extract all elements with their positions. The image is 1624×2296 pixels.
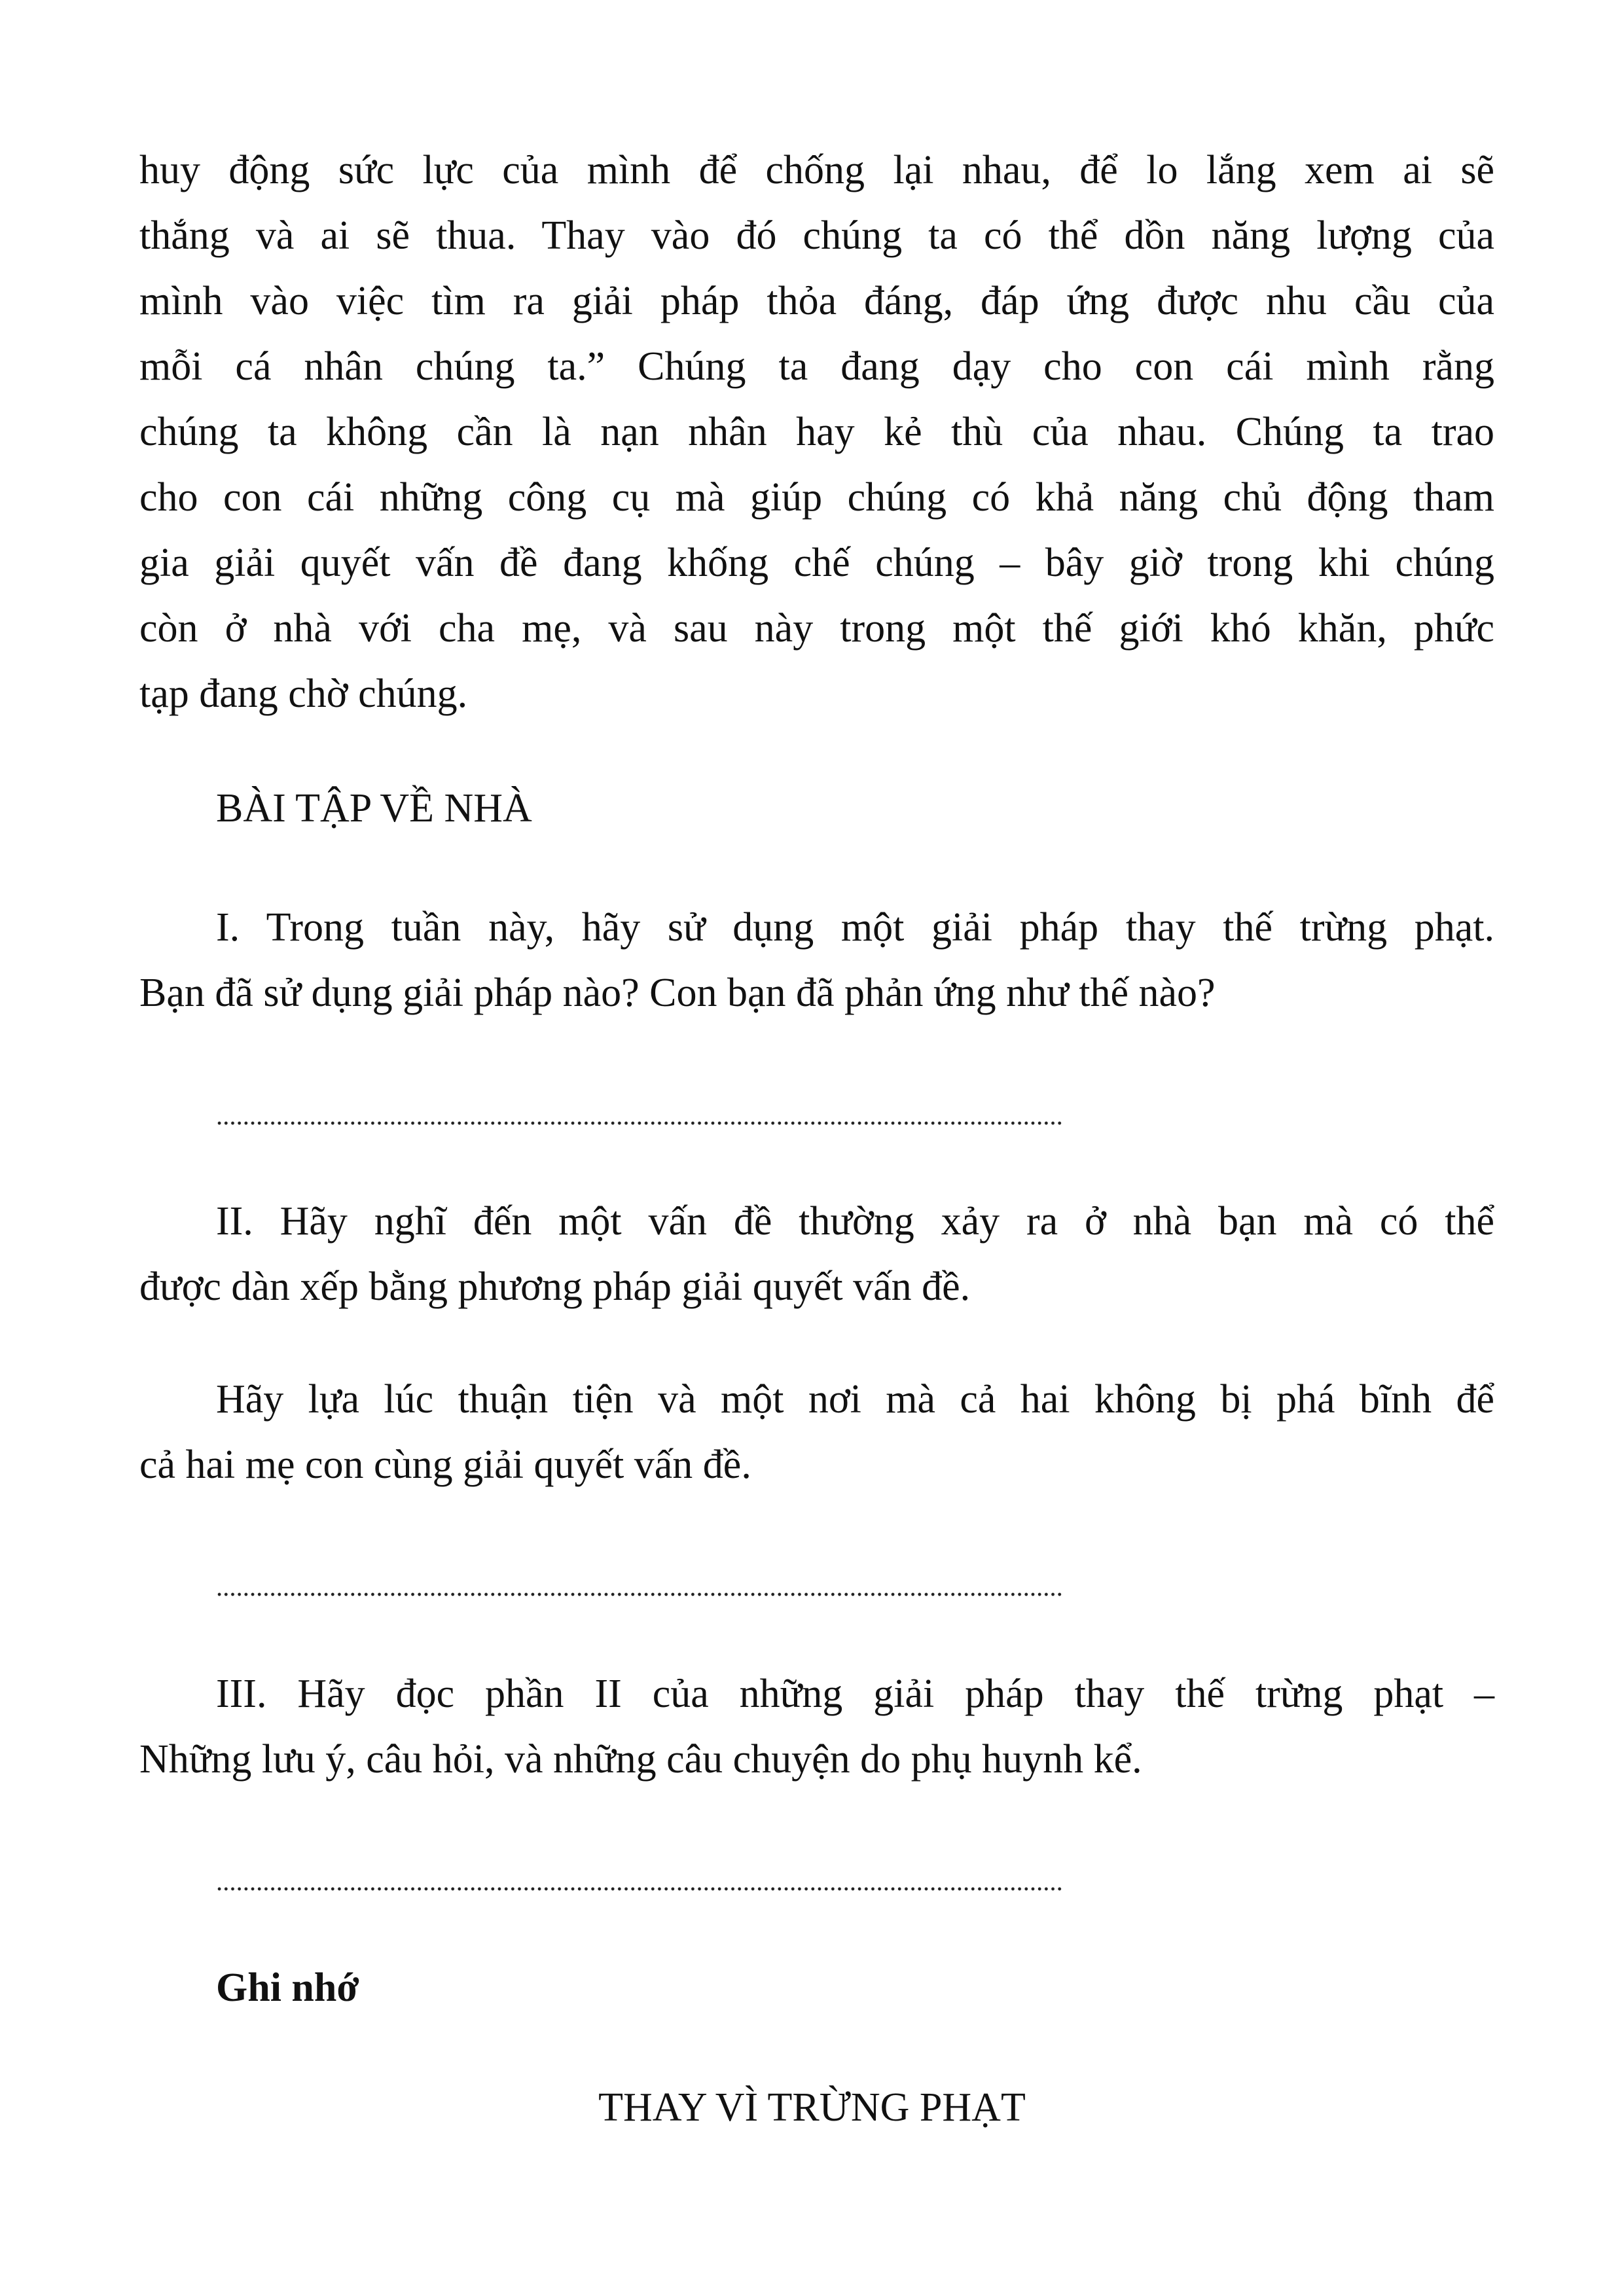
homework-item-3 <box>139 1661 1494 1792</box>
homework-item-2-continued <box>139 1367 1494 1498</box>
homework-item-3-line-1: III. Hãy đọc phần II của những giải pháp thay thế trừng phạt – <box>216 1672 1494 1716</box>
homework-item-2 <box>139 1189 1494 1319</box>
homework-item-3-line-2: Những lưu ý, câu hỏi, và những câu chuyện do phụ huynh kể. <box>139 1737 1142 1782</box>
answer-dotted-line-2 <box>216 1592 1064 1597</box>
intro-line-4: mỗi cá nhân chúng ta.” Chúng ta đang dạy cho con cái mình rằng <box>139 344 1494 389</box>
homework-item-2b-line-2: cả hai mẹ con cùng giải quyết vấn đề. <box>139 1443 751 1487</box>
homework-item-2-line-1: II. Hãy nghĩ đến một vấn đề thường xảy ra ở nhà bạn mà có thể <box>216 1199 1494 1244</box>
intro-line-6: cho con cái những công cụ mà giúp chúng có khả năng chủ động tham <box>139 475 1494 520</box>
answer-dotted-line-3 <box>216 1886 1064 1892</box>
intro-line-1: huy động sức lực của mình để chống lại nhau, để lo lắng xem ai sẽ <box>139 148 1494 192</box>
intro-line-2: thắng và ai sẽ thua. Thay vào đó chúng ta có thể dồn năng lượng của <box>139 213 1494 258</box>
reminder-title: THAY VÌ TRỪNG PHẠT <box>598 2085 1026 2130</box>
intro-line-7: gia giải quyết vấn đề đang khống chế chúng – bây giờ trong khi chúng <box>139 541 1494 585</box>
homework-heading: BÀI TẬP VỀ NHÀ <box>216 786 532 831</box>
homework-item-2-line-2: được dàn xếp bằng phương pháp giải quyết vấn đề. <box>139 1265 971 1309</box>
intro-line-5: chúng ta không cần là nạn nhân hay kẻ thù của nhau. Chúng ta trao <box>139 410 1494 454</box>
homework-item-1-line-1: I. Trong tuần này, hãy sử dụng một giải pháp thay thế trừng phạt. <box>216 905 1494 950</box>
intro-paragraph <box>139 137 1494 726</box>
reminder-label: Ghi nhớ <box>216 1965 359 2010</box>
intro-line-3: mình vào việc tìm ra giải pháp thỏa đáng, đáp ứng được nhu cầu của <box>139 279 1494 323</box>
homework-item-1 <box>139 895 1494 1026</box>
homework-item-2b-line-1: Hãy lựa lúc thuận tiện và một nơi mà cả hai không bị phá bĩnh để <box>216 1377 1494 1422</box>
homework-item-1-line-2: Bạn đã sử dụng giải pháp nào? Con bạn đã phản ứng như thế nào? <box>139 971 1216 1015</box>
answer-dotted-line-1 <box>216 1121 1064 1126</box>
intro-line-9: tạp đang chờ chúng. <box>139 672 468 716</box>
intro-line-8: còn ở nhà với cha mẹ, và sau này trong một thế giới khó khăn, phức <box>139 606 1494 651</box>
